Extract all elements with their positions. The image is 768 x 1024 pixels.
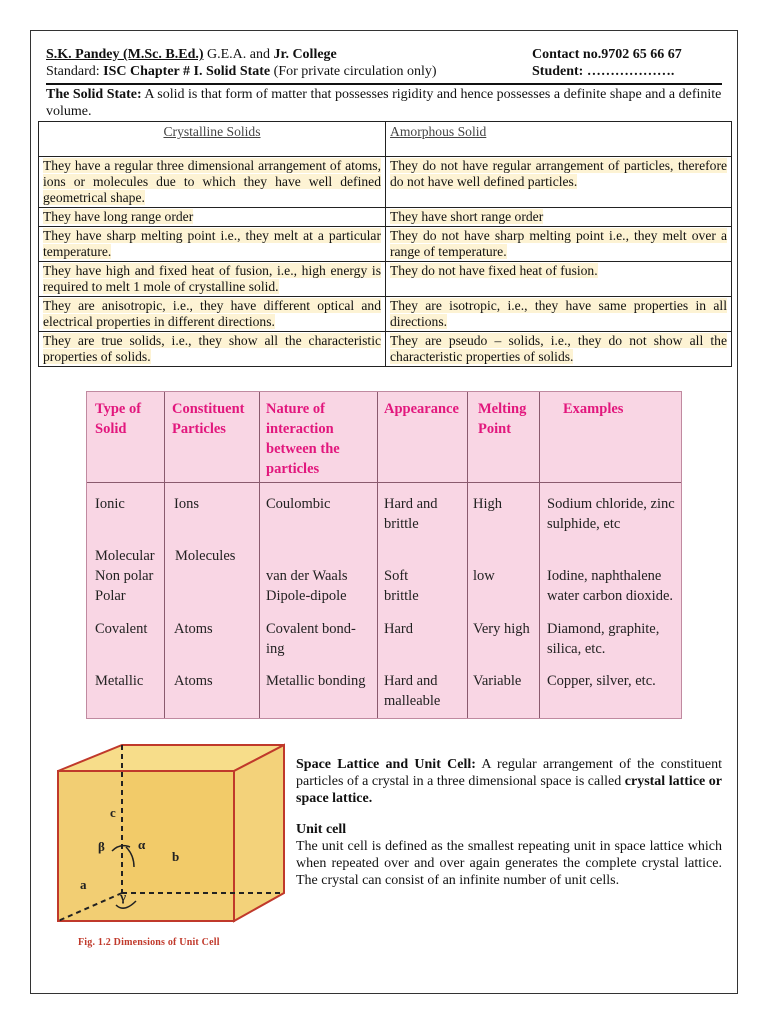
covalent-interaction-1: Covalent bond- <box>266 621 356 637</box>
metallic-particles: Atoms <box>174 673 213 689</box>
amorphous-cell: They do not have regular arrangement of particles, therefore do not have well defined particles. <box>386 157 732 208</box>
header-divider <box>87 482 681 483</box>
table-row <box>39 262 732 297</box>
cube-side-face <box>234 745 284 921</box>
molecular-type: Molecular <box>95 548 155 564</box>
column-divider <box>164 392 165 718</box>
amorphous-cell: They are pseudo – solids, i.e., they do not show all the characteristic properties of solids. <box>386 332 732 367</box>
molecular-nonpolar: Non polar <box>95 568 154 584</box>
school-name-b: Jr. College <box>273 47 337 62</box>
column-divider <box>467 392 468 718</box>
page-header <box>46 46 722 80</box>
student-field: Student: ………………. <box>532 64 675 79</box>
ionic-type: Ionic <box>95 496 125 512</box>
crystalline-cell: They have a regular three dimensional arrangement of atoms, ions or molecules due to which they have well defined geometrical shape. <box>39 157 386 208</box>
molecular-polar: Polar <box>95 588 126 604</box>
header-examples: Examples <box>563 401 624 417</box>
figure-caption: Fig. 1.2 Dimensions of Unit Cell <box>78 937 220 948</box>
amorphous-cell: They have short range order <box>386 208 732 227</box>
chapter-title: ISC Chapter # I. Solid State <box>103 64 271 79</box>
crystalline-cell: They have high and fixed heat of fusion, i.e., high energy is required to melt 1 mole of crystalline solid. <box>39 262 386 297</box>
label-b: b <box>172 849 180 864</box>
molecular-examples-2: water carbon dioxide. <box>547 588 674 604</box>
covalent-particles: Atoms <box>174 621 213 637</box>
space-lattice-paragraph <box>296 756 722 807</box>
amorphous-cell: They are isotropic, i.e., they have same properties in all directions. <box>386 297 732 332</box>
metallic-appearance-1: Hard and <box>384 673 438 689</box>
comparison-table <box>38 121 732 367</box>
table-row <box>39 297 732 332</box>
molecular-melting: low <box>473 568 495 584</box>
crystalline-cell: They have sharp melting point i.e., they melt at a particular temperature. <box>39 227 386 262</box>
solid-state-intro <box>46 86 722 120</box>
label-gamma: γ <box>120 889 127 904</box>
ionic-melting: High <box>473 496 502 512</box>
contact-number: Contact no.9702 65 66 67 <box>532 47 682 62</box>
covalent-appearance: Hard <box>384 621 413 637</box>
unit-cell-cube <box>54 735 286 935</box>
covalent-melting: Very high <box>473 621 530 637</box>
amorphous-cell: They do not have fixed heat of fusion. <box>386 262 732 297</box>
column-divider <box>539 392 540 718</box>
table-row <box>39 332 732 367</box>
label-c: c <box>110 805 116 820</box>
label-a: a <box>80 877 87 892</box>
unit-cell-heading: Unit cell <box>296 822 347 837</box>
header-particles: Constituent Particles <box>172 401 245 437</box>
space-lattice-text <box>296 756 722 889</box>
molecular-interaction-vdw: van der Waals <box>266 568 348 584</box>
standard-label: Standard: <box>46 64 104 79</box>
crystalline-cell: They are true solids, i.e., they show all the characteristic properties of solids. <box>39 332 386 367</box>
space-lattice-term: Space Lattice and Unit Cell: <box>296 757 476 772</box>
metallic-examples: Copper, silver, etc. <box>547 673 656 689</box>
intro-term: The Solid State: <box>46 87 142 102</box>
crystalline-header: Crystalline Solids <box>39 122 386 157</box>
table-row <box>39 157 732 208</box>
column-divider <box>259 392 260 718</box>
space-lattice-definition: A regular arrangement of the constituent particles of a crystal in a three dimensional space is called <box>296 757 723 789</box>
covalent-interaction-2: ing <box>266 641 285 657</box>
ionic-appearance: Hard and brittle <box>384 496 438 532</box>
unit-cell-definition: The unit cell is defined as the smallest repeating unit in space lattice which when repeated over and over again generates the complete crystal lattice. The crystal can consist of an infinite number of unit cells. <box>296 839 722 888</box>
table-row <box>39 227 732 262</box>
molecular-appearance-soft: Soft <box>384 568 409 584</box>
molecular-particles: Molecules <box>175 548 236 564</box>
metallic-interaction: Metallic bonding <box>266 673 366 689</box>
molecular-examples-1: Iodine, naphthalene <box>547 568 662 584</box>
amorphous-cell: They do not have sharp melting point i.e., they melt over a range of temperature. <box>386 227 732 262</box>
space-lattice-bold: crystal lattice or space lattice. <box>296 774 722 806</box>
ionic-particles: Ions <box>174 496 199 512</box>
crystalline-cell: They are anisotropic, i.e., they have different optical and electrical properties in different directions. <box>39 297 386 332</box>
column-divider <box>377 392 378 718</box>
covalent-examples-2: silica, etc. <box>547 641 606 657</box>
ionic-interaction: Coulombic <box>266 496 331 512</box>
unit-cell-figure <box>54 735 286 955</box>
covalent-type: Covalent <box>95 621 148 637</box>
author-name: S.K. Pandey (M.Sc. B.Ed.) <box>46 47 204 62</box>
label-beta: β <box>98 839 105 854</box>
header-type: Type of Solid <box>95 401 142 437</box>
header-interaction: Nature of interaction between the particles <box>266 401 340 477</box>
table-row <box>39 208 732 227</box>
intro-text: A solid is that form of matter that possesses rigidity and hence possesses a definite shape and a definite volume. <box>46 87 722 119</box>
amorphous-header: Amorphous Solid <box>386 122 732 157</box>
metallic-melting: Variable <box>473 673 522 689</box>
header-appearance: Appearance <box>384 401 459 417</box>
header-rule <box>46 83 722 85</box>
solid-types-table <box>86 391 682 719</box>
school-name-a: G.E.A. and <box>203 47 274 62</box>
metallic-appearance-2: malleable <box>384 693 441 709</box>
metallic-type: Metallic <box>95 673 144 689</box>
label-alpha: α <box>138 837 146 852</box>
covalent-examples-1: Diamond, graphite, <box>547 621 660 637</box>
comparison-header-row <box>39 122 732 157</box>
molecular-interaction-dipole: Dipole-dipole <box>266 588 347 604</box>
header-melting: Melting Point <box>478 401 527 437</box>
circulation-note: (For private circulation only) <box>270 64 437 79</box>
ionic-examples: Sodium chloride, zinc sulphide, etc <box>547 496 675 532</box>
crystalline-cell: They have long range order <box>39 208 386 227</box>
cube-front-face <box>58 771 234 921</box>
molecular-appearance-brittle: brittle <box>384 588 419 604</box>
